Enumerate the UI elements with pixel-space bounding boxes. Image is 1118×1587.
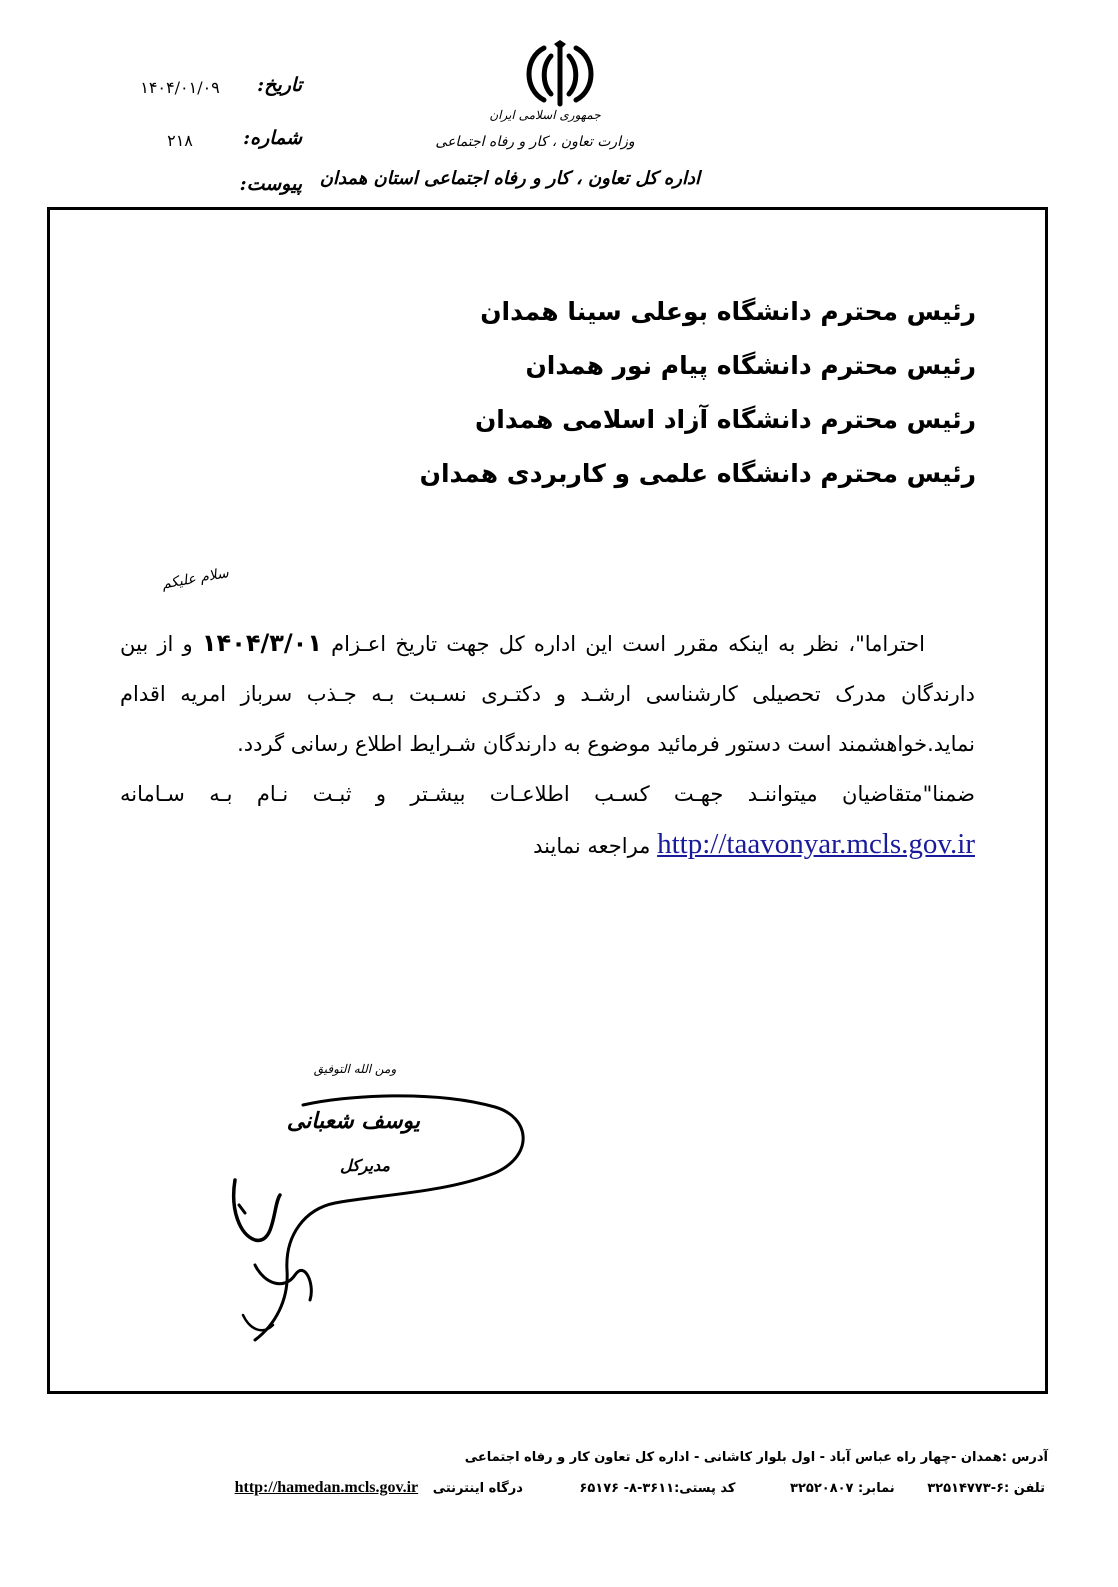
recipients-block xyxy=(420,285,976,501)
footer-phone: تلفن :۶-۳۲۵۱۴۷۷۳ xyxy=(927,1481,1045,1496)
body-text-closing: مراجعه نمایند xyxy=(533,834,651,858)
body-text-portal-intro: ضمنا"متقاضیان میتواننـد جهـت کسـب اطلاعـات بیشـتر و ثبـت نـام بـه سـامانه xyxy=(120,782,975,806)
iran-emblem-icon xyxy=(520,40,600,108)
body-paragraph-1 xyxy=(120,618,975,769)
date-label: تاریخ: xyxy=(257,74,302,96)
footer-fax: نمابر: ۳۲۵۲۰۸۰۷ xyxy=(790,1481,895,1496)
body-text-request: و از بین دارندگان مدرک تحصیلی کارشناسی ارشـد و دکتـری نسـبت بـه جـذب سرباز امریه اقدام نماید.خواهشمند است دستور فرمائید موضوع به دارندگان شـرایط اطلاع رسانی گردد. xyxy=(120,632,975,756)
closing-phrase: ومن الله التوفیق xyxy=(313,1062,397,1076)
body-paragraph-2 xyxy=(120,769,975,871)
recipient-line: رئیس محترم دانشگاه آزاد اسلامی همدان xyxy=(474,405,976,434)
recipient-line: رئیس محترم دانشگاه بوعلی سینا همدان xyxy=(480,297,976,326)
org-country-name: جمهوری اسلامی ایران xyxy=(489,108,601,122)
org-office-name: اداره کل تعاون ، کار و رفاه اجتماعی استان همدان xyxy=(319,168,700,189)
salutation: سلام علیکم xyxy=(160,565,230,593)
attachment-label: پیوست: xyxy=(239,173,302,195)
letter-body xyxy=(120,618,975,871)
org-ministry-name: وزارت تعاون ، کار و رفاه اجتماعی xyxy=(435,134,635,150)
footer-website-link[interactable]: http://hamedan.mcls.gov.ir xyxy=(234,1479,419,1496)
body-text-opening: احتراما"، نظر به اینکه مقرر است این اداره کل جهت تاریخ اعـزام xyxy=(331,632,925,656)
signer-name: یوسف شعبانی xyxy=(286,1108,420,1134)
footer-contact-line xyxy=(175,1479,1045,1497)
recipient-line: رئیس محترم دانشگاه علمی و کاربردی همدان xyxy=(419,459,976,488)
date-value: ۱۴۰۴/۰۱/۰۹ xyxy=(140,78,220,97)
number-value: ۲۱۸ xyxy=(167,131,193,150)
footer-postal-code: کد پستی:۳۶۱۱-۸- ۶۵۱۷۶ xyxy=(579,1481,736,1496)
footer-website-label: درگاه اینترنتی xyxy=(432,1481,523,1496)
number-label: شماره: xyxy=(243,127,302,149)
signer-title: مدیرکل xyxy=(340,1156,390,1175)
dispatch-date: ۱۴۰۴/۳/۰۱ xyxy=(201,629,322,657)
portal-link[interactable]: http://taavonyar.mcls.gov.ir xyxy=(657,828,975,860)
footer-address: آدرس :همدان -چهار راه عباس آباد - اول بلوار کاشانی - اداره کل تعاون کار و رفاه اجتماعی xyxy=(464,1450,1048,1465)
recipient-line: رئیس محترم دانشگاه پیام نور همدان xyxy=(525,351,976,380)
